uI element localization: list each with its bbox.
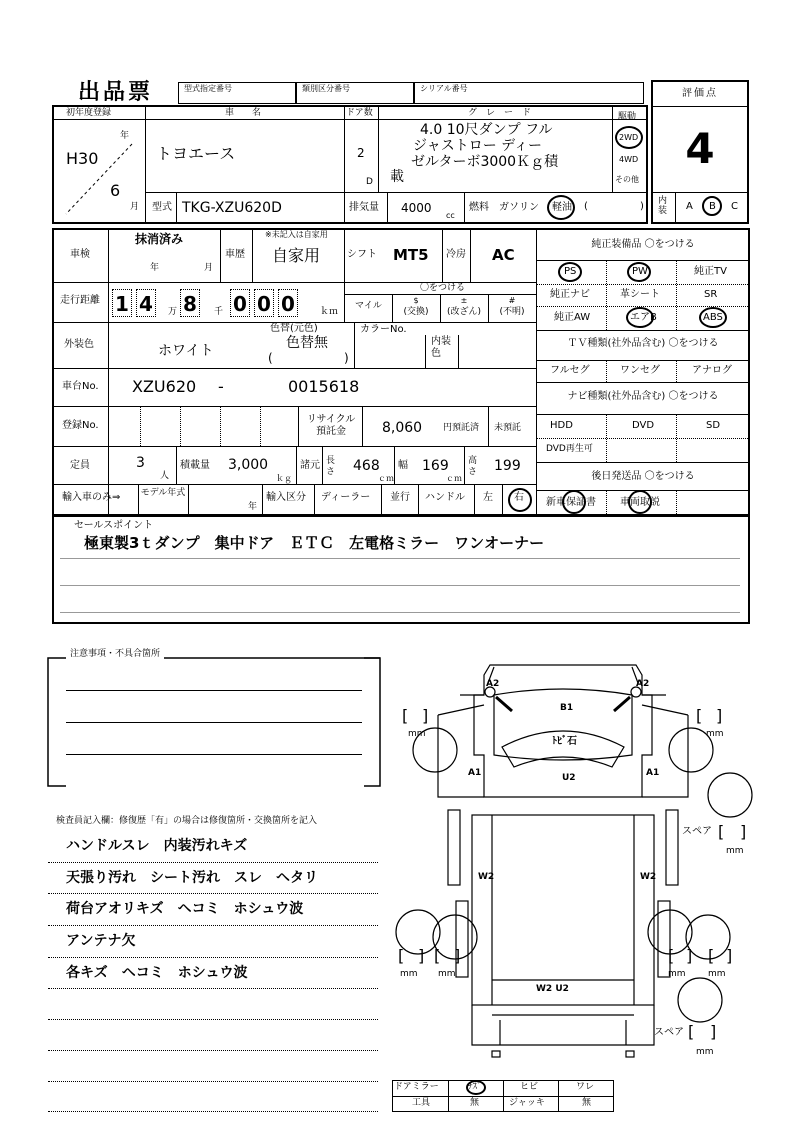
equip-navi: 純正ナビ [550, 289, 590, 300]
mileage-km: ｋｍ [320, 307, 339, 317]
mileage-man: 万 [168, 307, 178, 317]
handle-right: 右 [514, 492, 524, 503]
mm-rl1: mm [400, 969, 418, 979]
fuel-label: 燃料 [469, 202, 489, 213]
sales-point-box [52, 516, 750, 624]
navi-sd: SD [706, 420, 721, 431]
grade-line-2: ジャストロー ディー [413, 138, 543, 154]
load-label: 積載量 [180, 460, 210, 471]
mm-rr2: mm [708, 969, 726, 979]
interior-grade-c: C [731, 201, 738, 212]
chassis-label: 車台No. [62, 381, 99, 392]
mm-spare1: mm [726, 846, 744, 856]
equip-sr: SR [704, 289, 718, 300]
mm-spare2: mm [696, 1047, 714, 1057]
mileage-digit-5: 0 [254, 289, 274, 317]
mm-rr1: mm [668, 969, 686, 979]
diag-w2-right: W2 [640, 872, 657, 882]
class-no-label: 類別区分番号 [302, 84, 350, 93]
mileage-label: 走行距離 [60, 295, 100, 306]
equipment-title: 純正装備品 〇をつける [591, 239, 695, 250]
tools-value: 無 [470, 1098, 480, 1108]
doors-label: ドア数 [346, 108, 373, 118]
diag-b1: B1 [560, 703, 574, 713]
color-no-label: カラーNo. [360, 324, 407, 335]
model-label: 型式 [152, 202, 172, 213]
note-line-4: アンテナ欠 [66, 933, 136, 949]
mileage-digit-6: 0 [278, 289, 298, 317]
equip-ps-circle [558, 262, 582, 282]
spare-label-bottom: スペア [654, 1027, 684, 1038]
interior-grade-circle [702, 196, 722, 216]
first-reg-label: 初年度登録 [66, 108, 112, 118]
mirror-crack: ヒビ [520, 1082, 539, 1092]
fuel-paren-close: ) [640, 201, 644, 212]
bracket-rl1-close: ] [418, 946, 425, 965]
door-mirror-label: ドアミラー [394, 1082, 439, 1092]
first-reg-era: H30 [66, 149, 99, 168]
cc-unit: cc [446, 211, 455, 220]
fuel-paren-open: ( [584, 201, 588, 212]
doors-value: 2 [357, 146, 365, 160]
tv-type-title: ＴＶ種類(社外品含む) 〇をつける [567, 338, 719, 349]
interior-grade-a: A [686, 201, 693, 212]
car-name: トヨエース [156, 144, 236, 163]
drive-label: 駆動 [618, 112, 637, 122]
later-manual: 車両取説 [620, 497, 660, 508]
bracket-fl-open: [ [402, 706, 409, 725]
shift-label: シフト [347, 249, 377, 260]
form-title: 出品票 [78, 80, 154, 105]
bracket-rl1-open: [ [398, 946, 405, 965]
diag-u2-cab: U2 [562, 773, 576, 783]
repaint-label: 色替(元色) [270, 323, 318, 334]
equip-aw: 純正AW [554, 312, 591, 323]
bracket-rr2-open: [ [708, 946, 715, 965]
navi-dvd: DVD [632, 420, 655, 431]
month-unit: 月 [130, 202, 140, 212]
height-label: 高さ [468, 456, 478, 477]
repaint-paren-open: ( [268, 351, 273, 365]
note-line-5: 各キズ ヘコミ ホシュウ波 [66, 965, 248, 981]
bracket-rl2-close: ] [454, 946, 461, 965]
chassis-dash: - [218, 377, 224, 396]
first-reg-slash [60, 138, 140, 218]
import-class-label: 輸入区分 [266, 492, 306, 503]
tv-oneseg: ワンセグ [620, 365, 660, 376]
jack-value: 無 [582, 1098, 592, 1108]
displacement-label: 排気量 [349, 202, 379, 213]
drive-2wd: 2WD [619, 133, 639, 142]
bracket-rr2-close: ] [726, 946, 733, 965]
equip-leather: 革シート [620, 289, 660, 300]
diag-a2-left: A2 [486, 679, 500, 689]
bracket-rr1-close: ] [686, 946, 693, 965]
equip-abs: ABS [703, 312, 723, 323]
chassis-prefix: XZU620 [132, 377, 197, 396]
diag-windshield-chip: ﾄﾋﾞ石 [552, 736, 577, 747]
shift-value: MT5 [393, 246, 429, 264]
inspection-value: 抹消済み [135, 232, 184, 246]
later-warranty-circle [562, 490, 586, 514]
note-line-2: 天張り汚れ シート汚れ スレ ヘタリ [66, 870, 318, 886]
mileage-digit-2: 4 [136, 289, 156, 317]
diag-w2-u2-rear: W2 U2 [536, 984, 569, 994]
later-manual-circle [628, 490, 652, 514]
inspection-label: 車検 [70, 249, 90, 260]
history-label: 車歴 [225, 249, 245, 260]
sales-point-label: セールスポイント [74, 520, 154, 531]
sales-point-text: 極東製3ｔダンプ 集中ドア ＥＴＣ 左電格ミラー ワンオーナー [84, 534, 545, 552]
navi-type-title: ナビ種類(社外品含む) 〇をつける [567, 391, 719, 402]
navi-dvd-playback: DVD再生可 [546, 444, 593, 454]
drive-other: その他 [615, 175, 639, 184]
door-mirror-circle [466, 1080, 486, 1095]
mileage-digit-1: 1 [112, 289, 132, 317]
length-value: 468 [353, 458, 380, 474]
mileage-altered: (改ざん) [446, 307, 482, 317]
doors-suffix: D [366, 177, 373, 187]
width-label: 幅 [398, 460, 408, 471]
mm-fr: mm [706, 729, 724, 739]
mm-rl2: mm [438, 969, 456, 979]
navi-hdd: HDD [550, 420, 573, 431]
tv-analog: アナログ [692, 365, 732, 376]
width-unit: ｃｍ [446, 474, 462, 483]
length-unit: ｃｍ [378, 474, 394, 483]
registration-label: 登録No. [62, 420, 99, 431]
rating-label: 評価点 [682, 88, 718, 99]
inspection-month-unit: 月 [204, 263, 214, 273]
later-warranty: 新車保証書 [546, 497, 596, 508]
car-name-label: 車 名 [225, 108, 262, 118]
model-year-unit: 年 [248, 502, 258, 512]
equip-pw: PW [632, 266, 648, 277]
height-value: 199 [494, 458, 521, 474]
capacity-unit: 人 [160, 471, 170, 481]
mileage-unknown-symbol: # [508, 296, 516, 305]
ac-value: AC [492, 246, 515, 264]
equip-pw-circle [627, 262, 651, 282]
history-note: ※未記入は自家用 [265, 230, 328, 239]
serial-no-label: シリアル番号 [420, 84, 468, 93]
note-line-3: 荷台アオリキズ ヘコミ ホシュウ波 [66, 901, 304, 917]
interior-label: 内装 [658, 196, 668, 216]
inspection-year-unit: 年 [150, 263, 160, 273]
interior-color-label: 内装色 [431, 336, 451, 359]
bracket-spare2-open: [ [688, 1022, 695, 1041]
model-value: TKG-XZU620D [182, 200, 282, 216]
repaint-value: 色替無 [286, 335, 328, 351]
chassis-number: 0015618 [288, 377, 360, 396]
mirror-broken: ワレ [576, 1082, 595, 1092]
equip-ps: PS [564, 266, 577, 277]
bracket-spare1-close: ] [740, 822, 747, 841]
truck-diagram [390, 655, 770, 1085]
length-label: 長さ [326, 456, 336, 477]
tools-label: 工具 [412, 1098, 431, 1108]
history-value: 自家用 [272, 246, 321, 265]
recycle-deposited: 円預託済 [443, 423, 480, 433]
import-only-label: 輸入車のみ⇒ [62, 492, 121, 503]
spare-label-top: スペア [682, 826, 712, 837]
fuel-gasoline: ガソリン [499, 202, 539, 213]
fuel-diesel: 軽油 [552, 202, 572, 213]
door-mirror-value: ﾁｽﾞ [468, 1082, 482, 1092]
recycle-label: リサイクル預託金 [306, 414, 356, 437]
drive-4wd: 4WD [619, 155, 639, 164]
equip-tv: 純正TV [694, 266, 727, 277]
handle-left: 左 [483, 492, 493, 503]
model-year-label: モデル年式 [140, 488, 186, 498]
mileage-altered-symbol: ± [460, 296, 468, 305]
drive-2wd-circle [615, 126, 643, 149]
mileage-exchange-symbol: $ [413, 296, 419, 305]
mileage-mile: マイル [355, 301, 382, 311]
bracket-rr1-open: [ [668, 946, 675, 965]
import-parallel: 並行 [390, 492, 410, 503]
tv-fullseg: フルセグ [550, 365, 590, 376]
ac-label: 冷房 [446, 249, 466, 260]
mm-fl: mm [408, 729, 426, 739]
capacity-label: 定員 [70, 460, 90, 471]
mileage-sen: 千 [214, 307, 224, 317]
import-dealer: ディーラー [321, 492, 371, 503]
repaint-paren-close: ) [344, 351, 349, 365]
diag-a1-left: A1 [468, 768, 482, 778]
bracket-spare2-close: ] [710, 1022, 717, 1041]
type-no-label: 型式指定番号 [184, 84, 232, 93]
grade-line-1: 4.0 10尺ダンプ フル [420, 122, 553, 138]
mileage-digit-3: 8 [180, 289, 200, 317]
bracket-spare1-open: [ [718, 822, 725, 841]
bracket-rl2-open: [ [434, 946, 441, 965]
equip-abs-circle [699, 307, 727, 328]
capacity-value: 3 [136, 455, 145, 471]
mileage-digit-4: 0 [230, 289, 250, 317]
grade-label: グ レ ー ド [468, 108, 532, 118]
diag-a1-right: A1 [646, 768, 660, 778]
note-line-1: ハンドルスレ 内装汚れキズ [66, 838, 248, 854]
spec-label: 諸元 [300, 460, 320, 471]
exterior-color: ホワイト [158, 343, 214, 359]
mileage-unknown: (不明) [499, 307, 525, 317]
recycle-not-deposited: 未預託 [494, 423, 522, 433]
handle-right-circle [508, 488, 532, 512]
recycle-value: 8,060 [382, 420, 423, 436]
inspector-label: 検査員記入欄：修復歴「有」の場合は修復箇所・交換箇所を記入 [56, 816, 318, 826]
mileage-exchange: (交換) [403, 307, 429, 317]
first-reg-month: 6 [110, 181, 121, 200]
diag-w2-left: W2 [478, 872, 495, 882]
displacement-value: 4000 [401, 201, 432, 215]
caution-label: 注意事項・不具合箇所 [70, 649, 161, 659]
exterior-label: 外装色 [64, 339, 94, 350]
mileage-circle-note: 〇をつける [420, 283, 466, 293]
equip-airbag-circle [626, 307, 654, 328]
load-unit: ｋｇ [276, 474, 292, 483]
jack-label: ジャッキ [509, 1098, 545, 1108]
bracket-fl-close: ] [422, 706, 429, 725]
rating-value: 4 [685, 124, 715, 173]
later-items-title: 後日発送品 〇をつける [591, 471, 695, 482]
load-value: 3,000 [228, 457, 269, 473]
fuel-diesel-circle [547, 195, 575, 220]
equip-airbag: エアB [630, 312, 657, 323]
handle-label: ハンドル [425, 492, 465, 503]
bracket-fr-open: [ [696, 706, 703, 725]
width-value: 169 [422, 458, 449, 474]
grade-line-4: 載 [390, 169, 404, 185]
grade-line-3: ゼルターボ3000Ｋｇ積 [411, 154, 559, 170]
diag-a2-right: A2 [636, 679, 650, 689]
year-unit: 年 [120, 131, 130, 141]
interior-grade-b: B [709, 201, 716, 212]
bracket-fr-close: ] [716, 706, 723, 725]
